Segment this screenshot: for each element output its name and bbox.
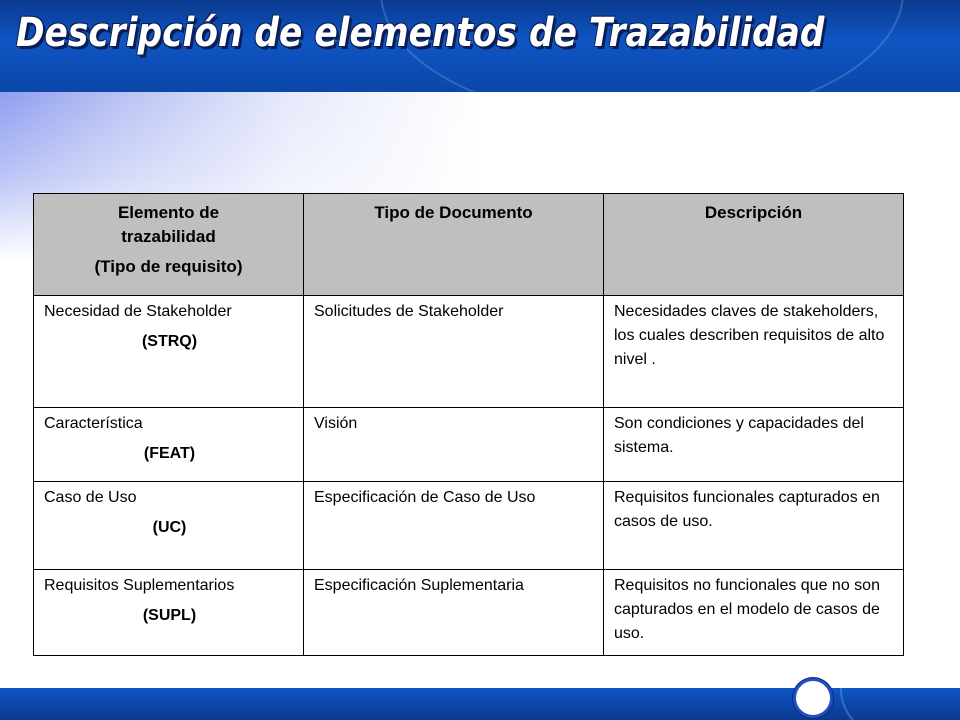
cell-element: [34, 296, 304, 408]
header-element-line1: Elemento de: [117, 203, 220, 222]
slide-title: Descripción de elementos de Trazabilidad: [16, 10, 825, 56]
header-element: [34, 194, 304, 296]
element-code: (SUPL): [142, 607, 197, 624]
cell-document: Especificación Suplementaria: [304, 570, 604, 656]
table-row: [34, 296, 904, 408]
header-element-line2: trazabilidad: [121, 227, 216, 246]
element-code: (STRQ): [141, 333, 198, 350]
cell-document: Solicitudes de Stakeholder: [304, 296, 604, 408]
table-header-row: [34, 194, 904, 296]
header-element-line3: (Tipo de requisito): [94, 257, 243, 276]
cell-document: Visión: [304, 408, 604, 482]
cell-element: [34, 570, 304, 656]
cell-document: Especificación de Caso de Uso: [304, 482, 604, 570]
table-row: [34, 570, 904, 656]
element-code: (FEAT): [143, 445, 196, 462]
cell-description: Son condiciones y capacidades del sistema.: [604, 408, 904, 482]
element-name: Característica: [44, 415, 143, 432]
element-code: (UC): [152, 519, 187, 536]
cell-element: [34, 482, 304, 570]
cell-element: [34, 408, 304, 482]
table-row: [34, 408, 904, 482]
cell-description: Requisitos funcionales capturados en casos de uso.: [604, 482, 904, 570]
header-description: Descripción: [604, 194, 904, 296]
header-document-type: Tipo de Documento: [304, 194, 604, 296]
element-name: Requisitos Suplementarios: [44, 577, 235, 594]
cell-description: Requisitos no funcionales que no son capturados en el modelo de casos de uso.: [604, 570, 904, 656]
element-name: Necesidad de Stakeholder: [44, 303, 232, 320]
traceability-table: [33, 193, 904, 656]
footer-circle-icon: [793, 678, 833, 718]
cell-description: Necesidades claves de stakeholders, los cuales describen requisitos de alto nivel .: [604, 296, 904, 408]
table-row: [34, 482, 904, 570]
element-name: Caso de Uso: [44, 489, 137, 506]
